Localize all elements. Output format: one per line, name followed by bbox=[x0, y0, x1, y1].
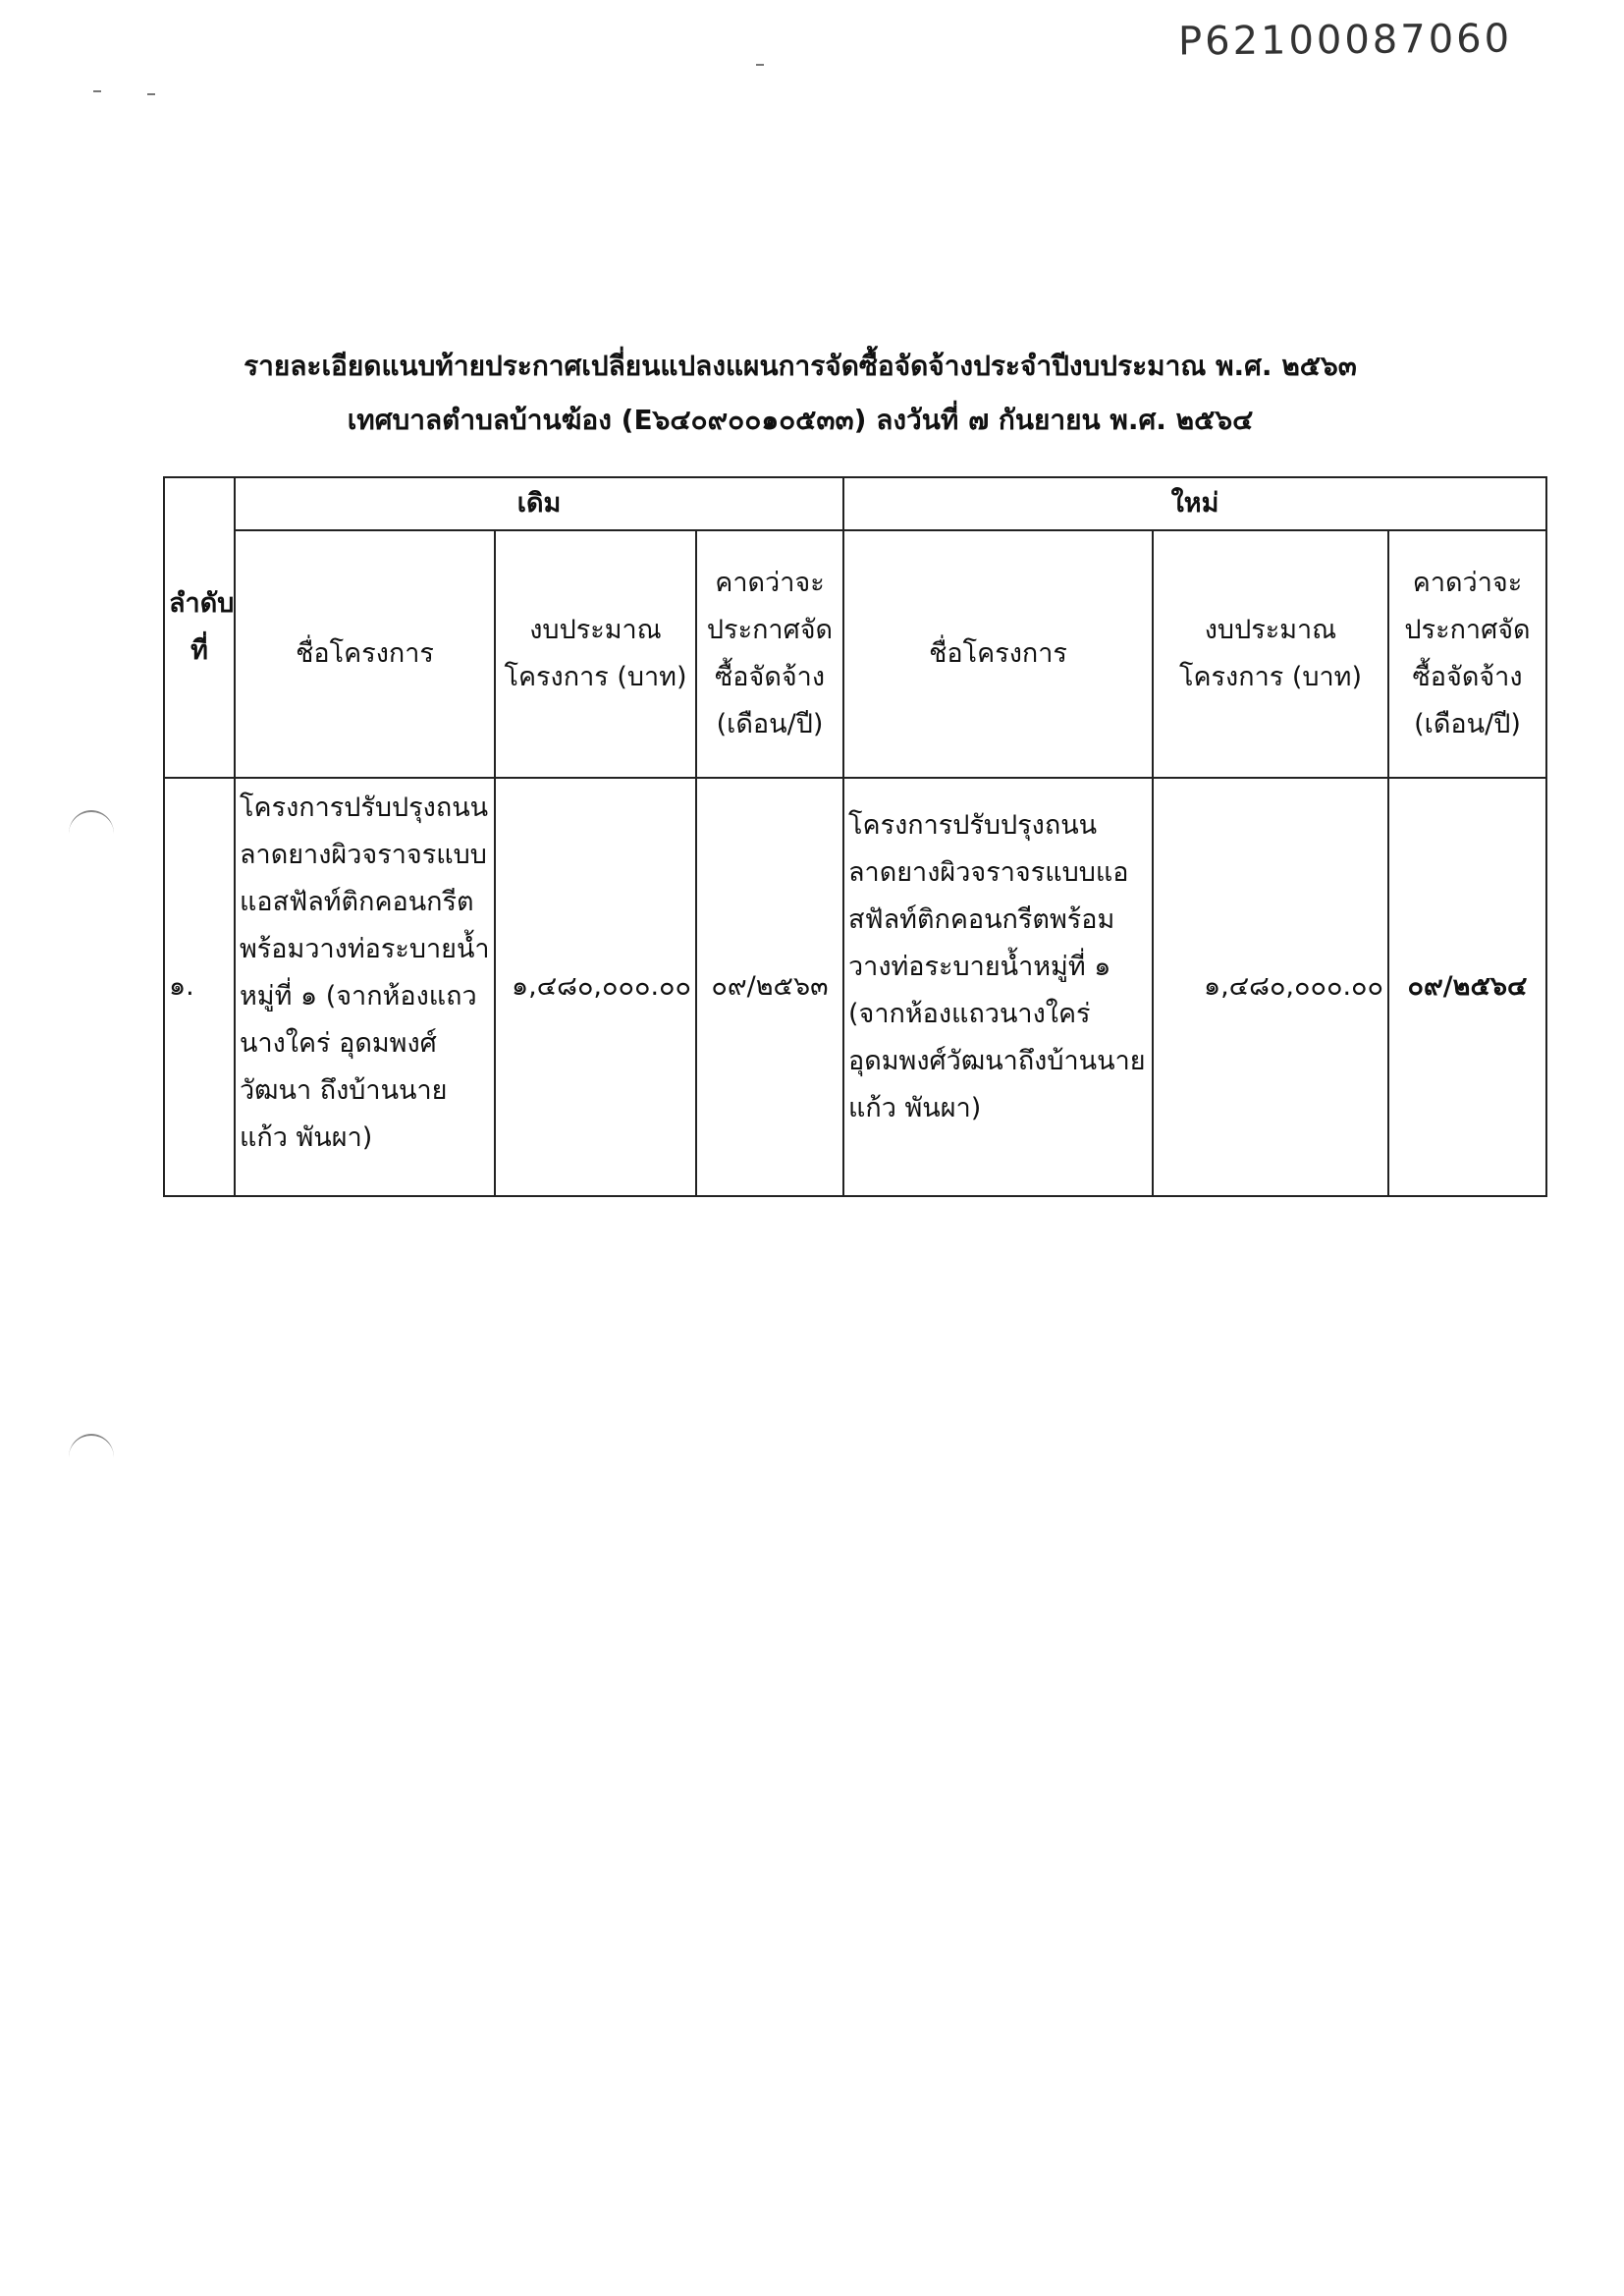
scan-speck bbox=[756, 64, 764, 66]
header-old-project-name: ชื่อโครงการ bbox=[235, 530, 495, 778]
cell-new-project-name: โครงการปรับปรุงถนนลาดยางผิวจราจรแบบแอสฟัลท์ติกคอนกรีตพร้อมวางท่อระบายน้ำหมู่ที่ ๑ (จากห้องแถวนางใคร่ อุดมพงศ์วัฒนาถึงบ้านนายแก้ว พันผา) bbox=[843, 778, 1153, 1196]
header-new-group: ใหม่ bbox=[843, 477, 1546, 530]
handwritten-reference-number: P62100087060 bbox=[1177, 16, 1513, 65]
plan-change-table bbox=[163, 476, 1547, 1197]
header-sequence: ลำดับที่ bbox=[164, 477, 235, 778]
scan-speck bbox=[93, 90, 101, 92]
table-row bbox=[164, 778, 1546, 1196]
cell-new-date: ๐๙/๒๕๖๔ bbox=[1388, 778, 1546, 1196]
document-title bbox=[147, 339, 1453, 447]
header-new-announce-date: คาดว่าจะประกาศจัดซื้อจัดจ้าง (เดือน/ปี) bbox=[1388, 530, 1546, 778]
cell-old-budget: ๑,๔๘๐,๐๐๐.๐๐ bbox=[495, 778, 696, 1196]
header-new-project-name: ชื่อโครงการ bbox=[843, 530, 1153, 778]
title-line-2: เทศบาลตำบลบ้านฆ้อง (E๖๔๐๙๐๐๑๐๕๓๓) ลงวันที่ ๗ กันยายน พ.ศ. ๒๕๖๔ bbox=[347, 404, 1254, 436]
table-header-row-columns bbox=[164, 530, 1546, 778]
table-header-row-groups bbox=[164, 477, 1546, 530]
plan-change-table-container bbox=[163, 476, 1545, 1197]
header-new-budget: งบประมาณโครงการ (บาท) bbox=[1153, 530, 1388, 778]
title-line-1: รายละเอียดแนบท้ายประกาศเปลี่ยนแปลงแผนการจัดซื้อจัดจ้างประจำปีงบประมาณ พ.ศ. ๒๕๖๓ bbox=[244, 350, 1357, 382]
scan-speck bbox=[147, 93, 155, 95]
header-old-budget: งบประมาณโครงการ (บาท) bbox=[495, 530, 696, 778]
cell-sequence: ๑. bbox=[164, 778, 235, 1196]
cell-new-budget: ๑,๔๘๐,๐๐๐.๐๐ bbox=[1153, 778, 1388, 1196]
cell-old-project-name: โครงการปรับปรุงถนนลาดยางผิวจราจรแบบแอสฟัลท์ติกคอนกรีต พร้อมวางท่อระบายน้ำ หมู่ที่ ๑ (จากห้องแถวนางใคร่ อุดมพงศ์วัฒนา ถึงบ้านนายแก้ว พันผา) bbox=[235, 778, 495, 1196]
header-old-announce-date: คาดว่าจะประกาศจัดซื้อจัดจ้าง (เดือน/ปี) bbox=[696, 530, 843, 778]
cell-old-date: ๐๙/๒๕๖๓ bbox=[696, 778, 843, 1196]
header-original-group: เดิม bbox=[235, 477, 843, 530]
punch-hole-mark bbox=[69, 810, 114, 857]
punch-hole-mark bbox=[69, 1434, 114, 1481]
